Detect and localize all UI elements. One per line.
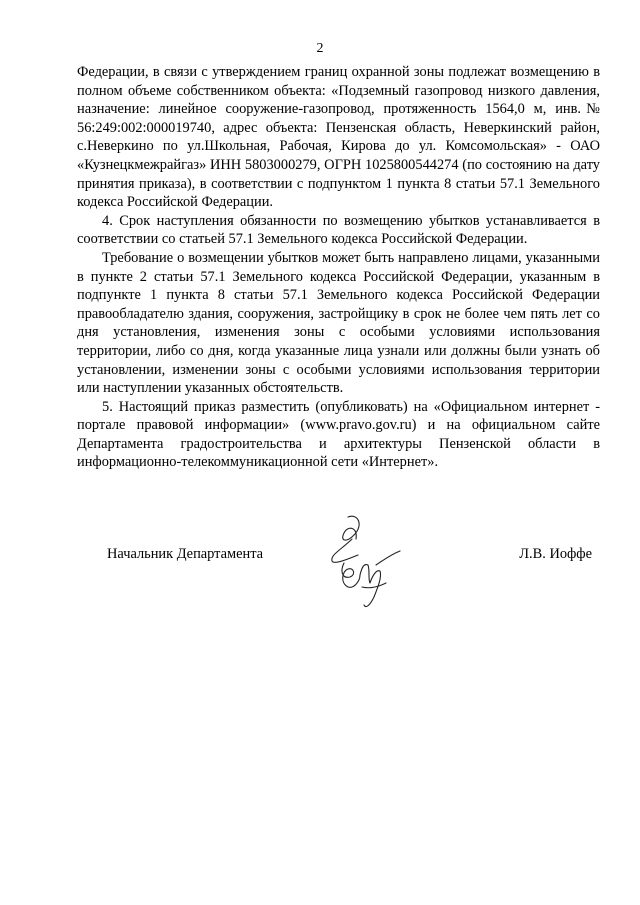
document-body bbox=[77, 63, 600, 472]
paragraph-claim-requirement: Требование о возмещении убытков может быть направлено лицами, указанными в пункте 2 статьи 57.1 Земельного кодекса Российской Федерации, указанным в подпункте 1 пункта 8 статьи 57.1 Земельного кодекса Российской Федерации правообладателю здания, сооружения, застройщику в срок не более чем пять лет со дня установления, изменения зоны с особыми условиями использования территории, либо со дня, когда указанные лица узнали или должны были узнать об установлении, изменении зоны с особыми условиями использования территории или наступлении указанных обстоятельств. bbox=[77, 249, 600, 397]
signatory-name: Л.В. Иоффе bbox=[519, 546, 592, 562]
paragraph-continuation: Федерации, в связи с утверждением границ охранной зоны подлежат возмещению в полном объеме собственником объекта: «Подземный газопровод низкого давления, назначение: линейное сооружение-газопровод, протяженность 1564,0 м, инв.№ 56:249:002:000019740, адрес объекта: Пензенская область, Неверкинский район, с.Неверкино по ул.Школьная, Рабочая, Кирова до ул. Комсомольская» - ОАО «Кузнецкмежрайгаз» ИНН 5803000279, ОГРН 1025800544274 (по состоянию на дату принятия приказа), в соответствии с подпунктом 1 пункта 8 статьи 57.1 Земельного кодекса Российской Федерации. bbox=[77, 64, 600, 211]
paragraph-item-4: 4. Срок наступления обязанности по возмещению убытков устанавливается в соответствии со статьей 57.1 Земельного кодекса Российской Федерации. bbox=[77, 212, 600, 248]
handwritten-signature-icon bbox=[318, 505, 414, 615]
page-number: 2 bbox=[316, 41, 324, 56]
signatory-position: Начальник Департамента bbox=[107, 546, 264, 562]
paragraph-item-5: 5. Настоящий приказ разместить (опубликовать) на «Официальном интернет - портале правовой информации» (www.pravo.gov.ru) и на официальном сайте Департамента градостроительства и архитектуры Пензенской области в информационно-телекоммуникационной сети «Интернет». bbox=[77, 398, 600, 471]
